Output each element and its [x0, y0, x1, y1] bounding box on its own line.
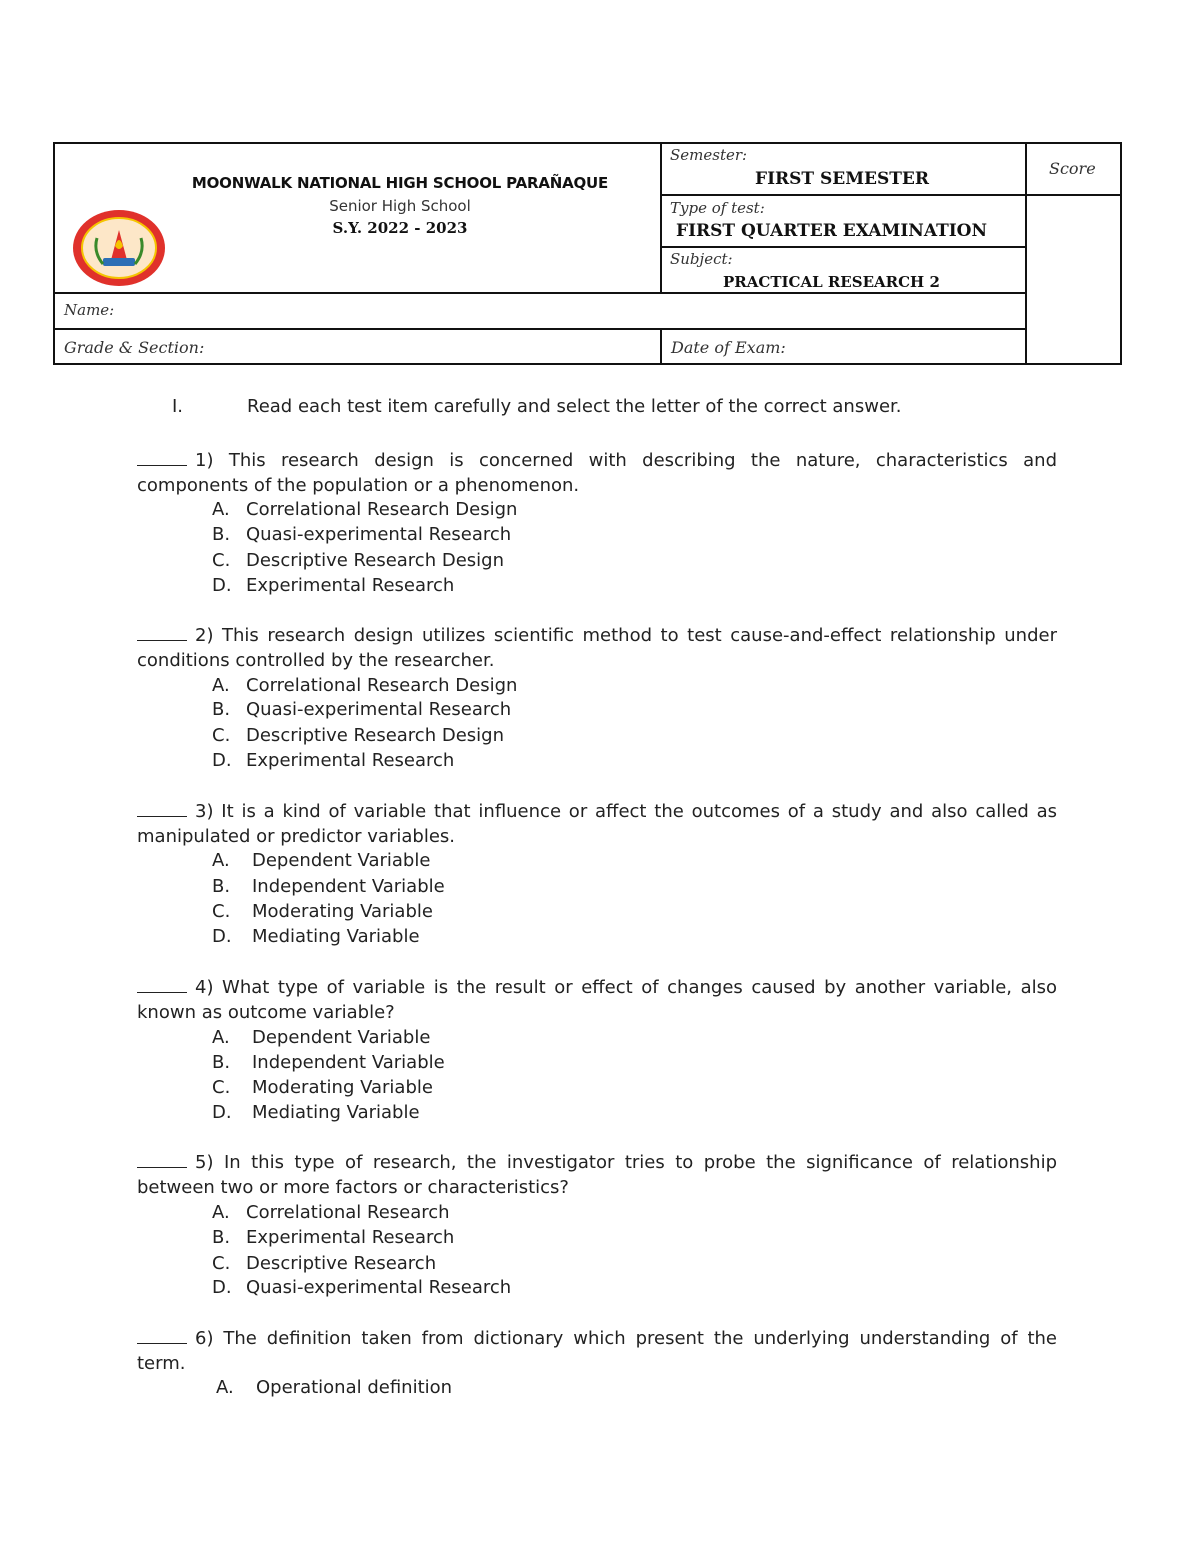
score-label: Score — [1049, 159, 1096, 178]
option-text: Dependent Variable — [252, 1027, 431, 1048]
subject-label: Subject: — [670, 250, 733, 268]
option-letter: D. — [212, 575, 232, 596]
option-text: Descriptive Research — [246, 1253, 437, 1274]
option[interactable] — [212, 522, 511, 547]
question-1 — [137, 448, 1057, 498]
option-text: Mediating Variable — [252, 926, 420, 947]
option[interactable] — [212, 1100, 420, 1125]
test-type-label: Type of test: — [670, 199, 765, 217]
answer-blank[interactable] — [137, 1327, 187, 1344]
question-5 — [137, 1150, 1057, 1200]
option[interactable] — [212, 1200, 450, 1225]
option[interactable] — [212, 1050, 445, 1075]
question-2 — [137, 623, 1057, 673]
option-text: Descriptive Research Design — [246, 550, 504, 571]
option-text: Descriptive Research Design — [246, 725, 504, 746]
option-text: Quasi-experimental Research — [246, 1277, 512, 1298]
option-text: Dependent Variable — [252, 850, 431, 871]
question-number: 1) — [195, 450, 214, 471]
question-3 — [137, 799, 1057, 849]
question-number: 4) — [195, 977, 214, 998]
answer-blank[interactable] — [137, 449, 187, 466]
semester-label: Semester: — [670, 146, 748, 164]
option-letter: D. — [212, 926, 232, 947]
question-number: 5) — [195, 1152, 214, 1173]
option-text: Independent Variable — [252, 1052, 445, 1073]
question-number: 6) — [195, 1328, 214, 1349]
option-letter: C. — [212, 550, 231, 571]
option-letter: C. — [212, 901, 231, 922]
school-name: MOONWALK NATIONAL HIGH SCHOOL PARAÑAQUE — [191, 174, 609, 192]
exam-header-table — [53, 142, 1122, 365]
option-text: Experimental Research — [246, 575, 455, 596]
school-seal-logo — [71, 208, 167, 288]
option[interactable] — [212, 548, 504, 573]
option-text: Experimental Research — [246, 1227, 455, 1248]
option[interactable] — [212, 874, 445, 899]
option-text: Quasi-experimental Research — [246, 699, 512, 720]
option[interactable] — [212, 573, 454, 598]
option-text: Operational definition — [256, 1377, 453, 1398]
option[interactable] — [212, 1075, 433, 1100]
date-of-exam-field[interactable] — [800, 332, 1020, 362]
option-letter: A. — [216, 1377, 234, 1398]
question-4 — [137, 975, 1057, 1025]
answer-blank[interactable] — [137, 800, 187, 817]
option[interactable] — [212, 1225, 454, 1250]
option-text: Experimental Research — [246, 750, 455, 771]
option[interactable] — [212, 697, 511, 722]
option[interactable] — [216, 1375, 452, 1400]
option-letter: C. — [212, 725, 231, 746]
option-letter: B. — [212, 876, 231, 897]
option-letter: C. — [212, 1077, 231, 1098]
option[interactable] — [212, 673, 517, 698]
section-number: I. — [172, 396, 184, 417]
date-of-exam-label: Date of Exam: — [671, 338, 786, 357]
option-text: Moderating Variable — [252, 1077, 433, 1098]
option-letter: B. — [212, 1052, 231, 1073]
option[interactable] — [212, 723, 504, 748]
option[interactable] — [212, 899, 433, 924]
name-label: Name: — [64, 301, 115, 319]
option-letter: A. — [212, 675, 230, 696]
option-letter: A. — [212, 499, 230, 520]
option[interactable] — [212, 1275, 511, 1300]
subject-value: PRACTICAL RESEARCH 2 — [723, 273, 940, 291]
question-text: It is a kind of variable that influence or affect the outcomes of a study and also called as manipulated or predictor variables. — [137, 801, 1057, 847]
option[interactable] — [212, 848, 430, 873]
option-text: Moderating Variable — [252, 901, 433, 922]
option-text: Correlational Research Design — [246, 675, 518, 696]
question-text: What type of variable is the result or effect of changes caused by another variable, also known as outcome variable? — [137, 977, 1057, 1023]
question-6 — [137, 1326, 1057, 1376]
school-level: Senior High School — [329, 197, 471, 215]
option-letter: A. — [212, 1027, 230, 1048]
option[interactable] — [212, 1251, 436, 1276]
option-text: Mediating Variable — [252, 1102, 420, 1123]
answer-blank[interactable] — [137, 976, 187, 993]
option-letter: B. — [212, 1227, 231, 1248]
answer-blank[interactable] — [137, 624, 187, 641]
option[interactable] — [212, 1025, 430, 1050]
school-year: S.Y. 2022 - 2023 — [332, 219, 468, 237]
option[interactable] — [212, 748, 454, 773]
header-divider — [660, 144, 662, 294]
header-divider — [55, 328, 1025, 330]
option-text: Quasi-experimental Research — [246, 524, 512, 545]
name-field[interactable] — [125, 296, 1020, 326]
instructions-text: Read each test item carefully and select the letter of the correct answer. — [247, 396, 902, 417]
test-type-value: FIRST QUARTER EXAMINATION — [676, 221, 988, 241]
option-letter: A. — [212, 850, 230, 871]
grade-section-field[interactable] — [225, 332, 655, 362]
header-divider — [55, 292, 1025, 294]
option-letter: D. — [212, 1277, 232, 1298]
option-text: Correlational Research — [246, 1202, 450, 1223]
grade-section-label: Grade & Section: — [64, 338, 205, 357]
option-letter: B. — [212, 699, 231, 720]
question-text: This research design utilizes scientific method to test cause-and-effect relationship under conditions controlled by the researcher. — [137, 625, 1057, 671]
option-letter: D. — [212, 1102, 232, 1123]
semester-value: FIRST SEMESTER — [755, 169, 930, 189]
option-letter: C. — [212, 1253, 231, 1274]
question-number: 3) — [195, 801, 214, 822]
question-number: 2) — [195, 625, 214, 646]
option-letter: A. — [212, 1202, 230, 1223]
question-text: In this type of research, the investigator tries to probe the significance of relationship between two or more factors or characteristics? — [137, 1152, 1057, 1198]
option[interactable] — [212, 924, 420, 949]
option-text: Independent Variable — [252, 876, 445, 897]
option-letter: D. — [212, 750, 232, 771]
option-letter: B. — [212, 524, 231, 545]
question-text: The definition taken from dictionary which present the underlying understanding of the term. — [137, 1328, 1057, 1374]
option-text: Correlational Research Design — [246, 499, 518, 520]
header-divider — [660, 329, 662, 365]
answer-blank[interactable] — [137, 1151, 187, 1168]
header-divider — [662, 246, 1025, 248]
question-text: This research design is concerned with describing the nature, characteristics and components of the population or a phenomenon. — [137, 450, 1057, 496]
option[interactable] — [212, 497, 517, 522]
score-field[interactable] — [1027, 196, 1122, 365]
